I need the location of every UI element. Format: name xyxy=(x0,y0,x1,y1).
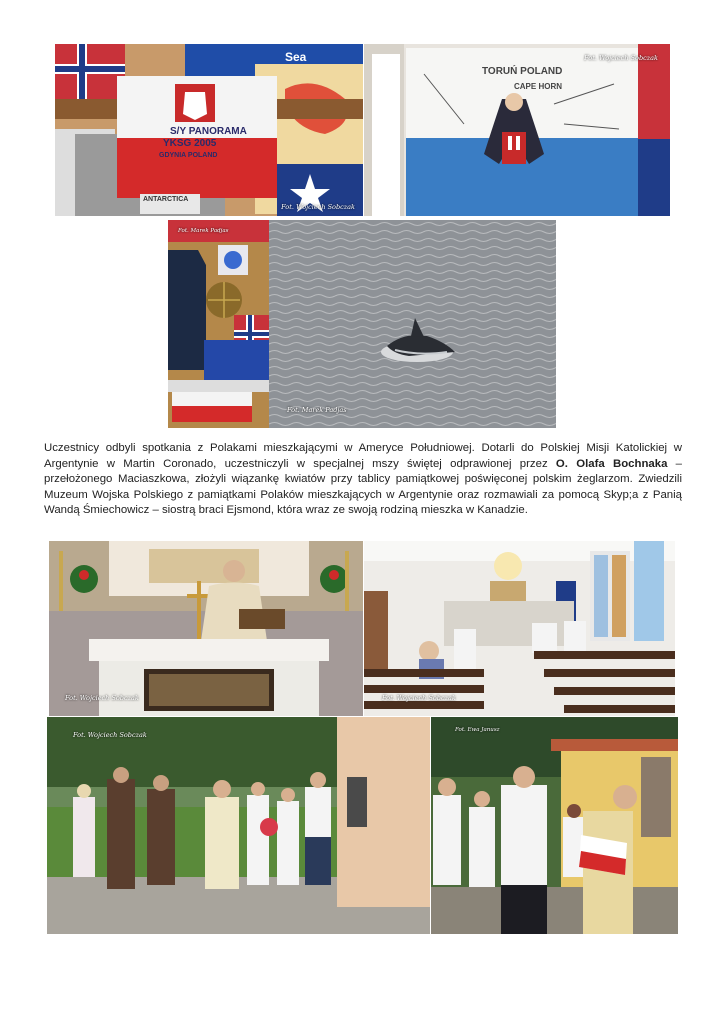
photo-flags-wall xyxy=(55,44,363,216)
photo-tshirts-flags xyxy=(168,220,269,428)
flag-text-cape-horn: CAPE HORN xyxy=(514,82,563,91)
flag-text-panorama: S/Y PANORAMA xyxy=(170,126,247,137)
article-text-part1: Uczestnicy odbyli spotkania z Polakami mieszkającymi w Ameryce Południowej. Dotarli do Polskiej Misji Katolickiej w Argentynie w Martin Coronado, uczestniczyli w specjalnej mszy świętej odprawionej przez xyxy=(44,442,682,470)
photo-credit: Fot. Wojciech Sobczak xyxy=(382,694,456,702)
article-text-part2: – przełożonego Maciaszkowa, złożyli wiązankę kwiatów przy tablicy pamiątkowej poświęconej polskim żeglarzom. Zwiedzili Muzeum Wojska Polskiego z pamiątkami Polaków mieszkających w Argentynie oraz rozmawiali za pomocą Skyp;a z Panią Wandą Śmiechowicz – siostrą braci Ejsmond, która wraz ze swoją rodziną mieszka w Kanadzie. xyxy=(44,457,683,516)
photo-torun-flag xyxy=(364,44,670,216)
church-interior-image xyxy=(364,541,675,716)
flag-text-gdynia: GDYNIA POLAND xyxy=(159,152,218,159)
photo-plaque-ceremony xyxy=(431,717,678,934)
flag-text-torun: TORUŃ POLAND xyxy=(482,66,563,77)
photo-dolphin xyxy=(269,220,556,428)
plaque-ceremony-image xyxy=(431,717,678,934)
photo-credit: Fot. Ewa Janusz xyxy=(455,727,500,733)
flag-text-antarctica: ANTARCTICA xyxy=(143,196,189,203)
photo-credit: Fot. Marek Padjas xyxy=(178,228,229,234)
photo-church-interior xyxy=(364,541,675,716)
group-garden-image xyxy=(47,717,430,934)
dolphin-image xyxy=(269,220,556,428)
photo-credit: Fot. Wojciech Sobczak xyxy=(281,203,355,211)
photo-credit: Fot. Wojciech Sobczak xyxy=(73,731,147,739)
photo-group-garden xyxy=(47,717,430,934)
tshirts-flags-image xyxy=(168,220,269,428)
priest-name: O. Olafa Bochnaka xyxy=(555,457,668,470)
photo-credit: Fot. Wojciech Sobczak xyxy=(584,54,658,62)
article-paragraph xyxy=(44,441,682,519)
flag-text-yksg: YKSG 2005 xyxy=(163,138,217,149)
photo-credit: Fot. Marek Padjas xyxy=(287,406,347,414)
photo-mass-altar xyxy=(49,541,363,716)
flag-text-sea: Sea xyxy=(285,50,307,64)
photo-credit: Fot. Wojciech Sobczak xyxy=(65,694,139,702)
mass-altar-image xyxy=(49,541,363,716)
